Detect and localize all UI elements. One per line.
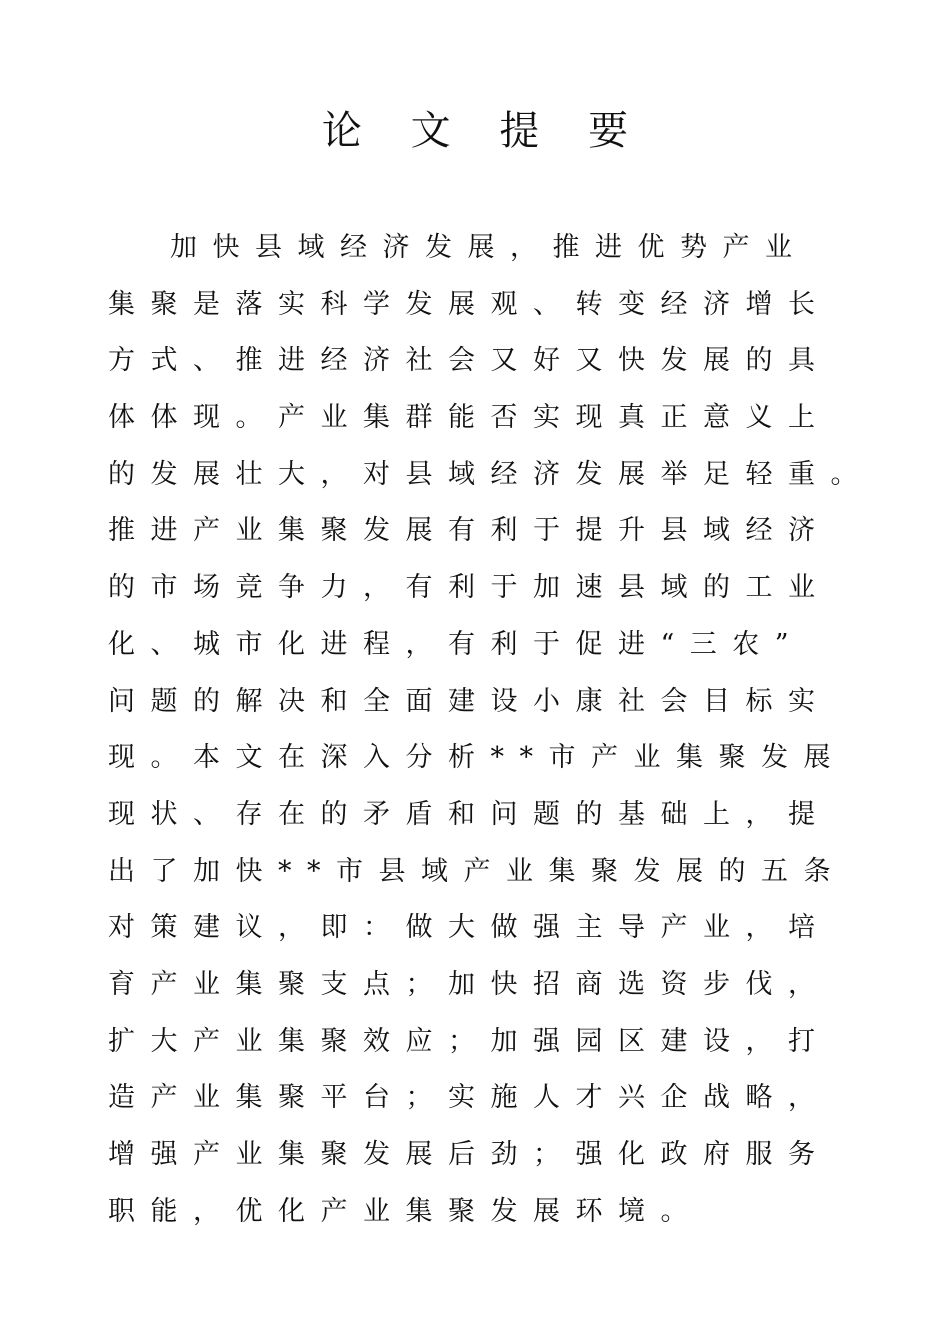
abstract-line: 增强产业集聚发展后劲；强化政府服务: [108, 1139, 831, 1170]
abstract-line: 对策建议，即：做大做强主导产业，培: [108, 912, 831, 944]
abstract-line: 造产业集聚平台；实施人才兴企战略，: [108, 1082, 831, 1114]
abstract-line: 现状、存在的矛盾和问题的基础上，提: [108, 798, 831, 830]
abstract-line: 体体现。产业集群能否实现真正意义上: [108, 402, 831, 434]
abstract-line: 化、城市化进程，有利于促进“三农”: [108, 628, 805, 660]
document-title: 论 文 提 要: [321, 108, 647, 154]
abstract-line: 职能，优化产业集聚发展环境。: [108, 1195, 703, 1227]
abstract-line: 出了加快**市县域产业集聚发展的五条: [108, 855, 846, 887]
abstract-line: 问题的解决和全面建设小康社会目标实: [108, 685, 831, 717]
abstract-line: 加快县域经济发展，推进优势产业: [170, 232, 808, 263]
abstract-line: 的市场竞争力，有利于加速县域的工业: [108, 572, 831, 604]
abstract-line: 现。本文在深入分析**市产业集聚发展: [108, 742, 846, 774]
abstract-line: 方式、推进经济社会又好又快发展的具: [108, 345, 831, 377]
abstract-line: 的发展壮大，对县域经济发展举足轻重。: [108, 458, 873, 490]
abstract-line: 扩大产业集聚效应；加强园区建设，打: [108, 1025, 831, 1057]
abstract-line: 推进产业集聚发展有利于提升县域经济: [108, 515, 831, 547]
abstract-line: 集聚是落实科学发展观、转变经济增长: [108, 288, 831, 320]
abstract-body: [108, 220, 873, 1240]
abstract-line: 育产业集聚支点；加快招商选资步伐，: [108, 968, 831, 1000]
